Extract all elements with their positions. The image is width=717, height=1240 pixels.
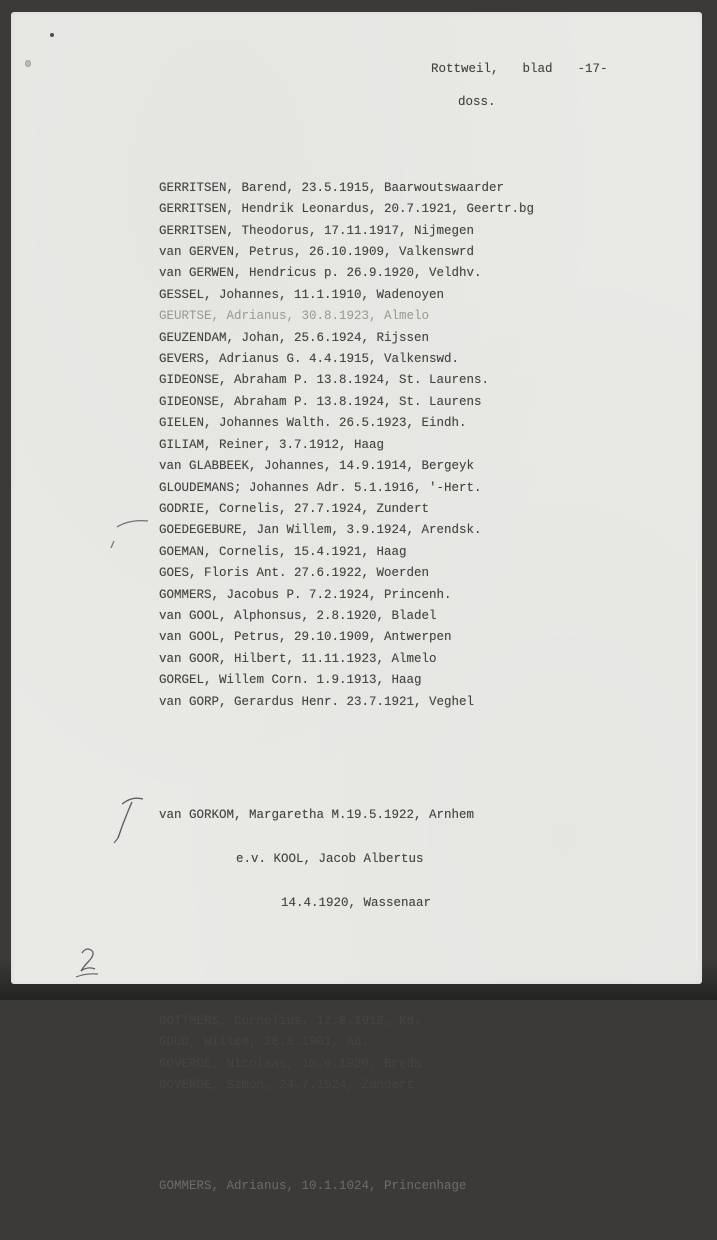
- list-entry: GIDEONSE, Abraham P. 13.8.1924, St. Laurens: [159, 394, 482, 409]
- list-entry: van GLABBEEK, Johannes, 14.9.1914, Bergeyk: [159, 459, 475, 474]
- list-entry: GORGEL, Willem Corn. 1.9.1913, Haag: [159, 673, 422, 688]
- scan-speck-icon: [25, 60, 31, 67]
- list-entry: GEURTSE, Adrianus, 30.8.1923, Almelo: [159, 309, 430, 324]
- list-entry: van GOOL, Petrus, 29.10.1909, Antwerpen: [159, 630, 452, 645]
- handwritten-page-number-icon: [72, 944, 106, 982]
- header-location: Rottweil,: [431, 62, 499, 76]
- list-entry: GOTTMERS, Cornelius, 12.8.1912, Rd.: [159, 1013, 422, 1028]
- header-doss-label: doss.: [458, 95, 496, 109]
- header-page-number: -17-: [577, 62, 608, 76]
- list-entry: GOEDEGEBURE, Jan Willem, 3.9.1924, Arendsk.: [159, 523, 482, 538]
- list-entry: GOES, Floris Ant. 27.6.1922, Woerden: [159, 566, 430, 581]
- name-list: [159, 135, 699, 1240]
- list-entry: van GERWEN, Hendricus p. 26.9.1920, Veldhv.: [159, 266, 482, 281]
- list-entry: GOVERDE, Simon, 24.7.1924, Zundert: [159, 1078, 415, 1093]
- list-entry: van GORP, Gerardus Henr. 23.7.1921, Veghel: [159, 694, 475, 709]
- list-entry: GEVERS, Adrianus G. 4.4.1915, Valkenswd.: [159, 352, 460, 367]
- list-entry: GIDEONSE, Abraham P. 13.8.1924, St. Laurens.: [159, 373, 490, 388]
- list-entry: GILIAM, Reiner, 3.7.1912, Haag: [159, 437, 385, 452]
- header-blad-label: blad: [522, 62, 553, 76]
- paper-crease: [696, 560, 697, 960]
- list-entry: GODRIE, Cornelis, 27.7.1924, Zundert: [159, 501, 430, 516]
- list-entry: GLOUDEMANS; Johannes Adr. 5.1.1916, '-Hert.: [159, 480, 482, 495]
- gorkom-entry: [159, 779, 699, 940]
- page-header: [431, 62, 608, 76]
- list-entry: GOVERDE, Nicolaas, 10.6.1920, Breda: [159, 1056, 422, 1071]
- list-entry: GERRITSEN, Hendrik Leonardus, 20.7.1921, Geertr.bg: [159, 202, 535, 217]
- footer-list-entry: GOMMERS, Adrianus, 10.1.1024, Princenhage: [159, 1178, 467, 1193]
- name-list-after: [159, 1011, 699, 1097]
- pencil-check-icon: [110, 794, 150, 846]
- list-entry: GERRITSEN, Barend, 23.5.1915, Baarwoutswaarder: [159, 180, 505, 195]
- list-entry: GIELEN, Johannes Walth. 26.5.1923, Eindh.: [159, 416, 467, 431]
- list-entry: van GERVEN, Petrus, 26.10.1909, Valkenswrd: [159, 245, 475, 260]
- list-entry: GEUZENDAM, Johan, 25.6.1924, Rijssen: [159, 330, 430, 345]
- list-entry: GOEMAN, Cornelis, 15.4.1921, Haag: [159, 544, 407, 559]
- list-entry: van GOOL, Alphonsus, 2.8.1920, Bladel: [159, 608, 437, 623]
- list-entry: van GOOR, Hilbert, 11.11.1923, Almelo: [159, 651, 437, 666]
- name-list-main: [159, 178, 699, 713]
- list-entry: GESSEL, Johannes, 11.1.1910, Wadenoyen: [159, 287, 445, 302]
- list-entry: GERRITSEN, Theodorus, 17.11.1917, Nijmegen: [159, 223, 475, 238]
- scan-speck-icon: [50, 33, 54, 37]
- list-entry: GOUD, Willem, 28.8.1901, Ad.: [159, 1035, 370, 1050]
- list-entry-continuation: e.v. KOOL, Jacob Albertus: [236, 852, 424, 867]
- list-entry: van GORKOM, Margaretha M.19.5.1922, Arnhem: [159, 808, 475, 823]
- list-entry: GOMMERS, Jacobus P. 7.2.1924, Princenh.: [159, 587, 452, 602]
- list-entry-continuation: 14.4.1920, Wassenaar: [281, 895, 432, 910]
- pencil-tick-icon: [108, 515, 154, 551]
